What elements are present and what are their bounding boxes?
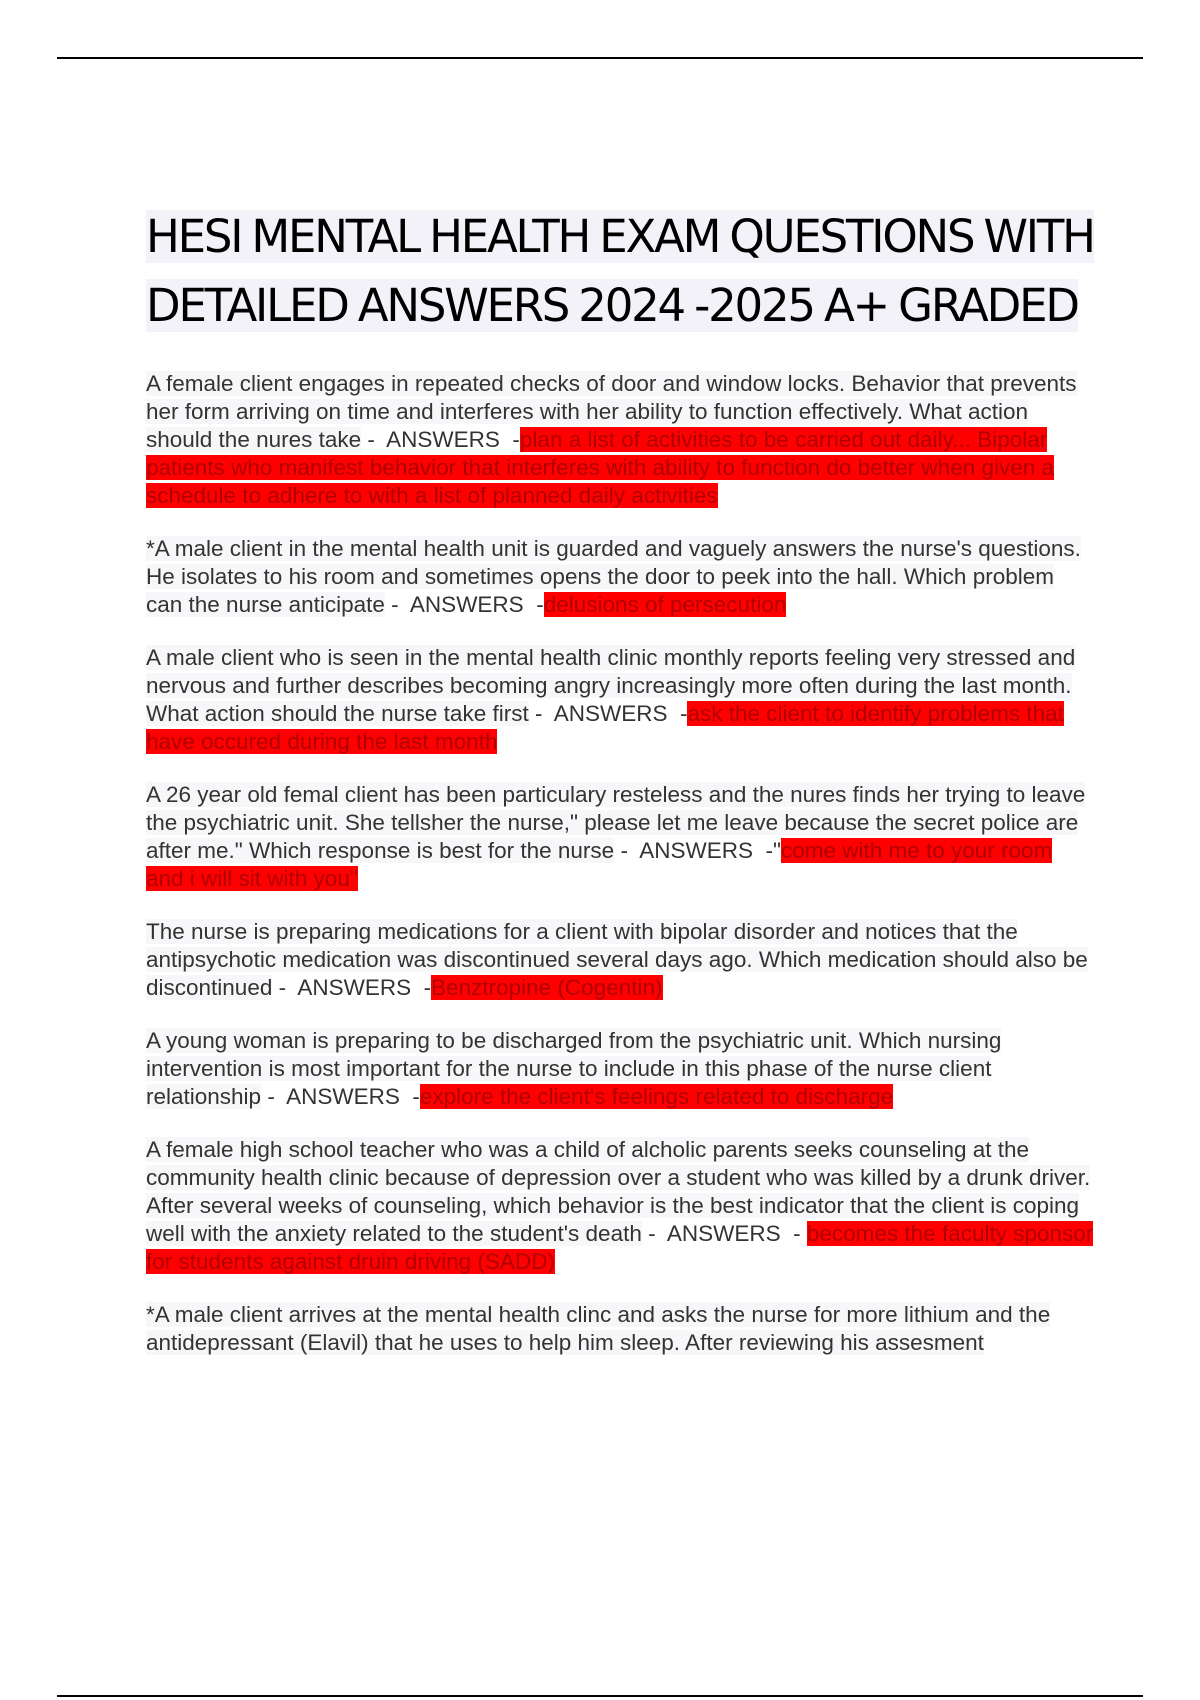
question-text: The nurse is preparing medications for a client with bipolar disorder and notices that the antipsychotic medication was discontinued several days ago. Which medication should also be discontinued <box>146 919 1088 1000</box>
qa-item-7 <box>146 1136 1096 1276</box>
answers-marker: - ANSWERS - <box>384 592 544 617</box>
question-text: A female client engages in repeated checks of door and window locks. Behavior that prevents her form arriving on time and interferes with her ability to function effectively. What action should the nures take <box>146 371 1077 452</box>
qa-item-6 <box>146 1027 1096 1111</box>
question-text: *A male client in the mental health unit is guarded and vaguely answers the nurse's questions. He isolates to his room and sometimes opens the door to peek into the hall. Which problem can the nurse anticipate <box>146 536 1081 617</box>
answer-text: ask the client to identify problems that have occured during the last month <box>146 701 1064 754</box>
qa-item-2 <box>146 535 1096 619</box>
qa-item-8 <box>146 1301 1096 1357</box>
top-rule <box>57 57 1143 59</box>
document-page <box>146 202 1096 1382</box>
qa-item-4 <box>146 781 1096 893</box>
answer-text: plan a list of activities to be carried out daily... Bipolar patients who manifest behavior that interferes with ability to function do better when given a schedule to adhere to with a list of planned daily activities <box>146 427 1055 508</box>
question-text: A female high school teacher who was a child of alcholic parents seeks counseling at the community health clinic because of depression over a student who was killed by a drunk driver. After several weeks of counseling, which behavior is the best indicator that the client is coping well with the anxiety related to the student's death <box>146 1137 1091 1246</box>
question-text: A young woman is preparing to be discharged from the psychiatric unit. Which nursing intervention is most important for the nurse to include in this phase of the nurse client relationship <box>146 1028 1002 1109</box>
answers-marker: - ANSWERS - <box>361 427 520 452</box>
qa-item-3 <box>146 644 1096 756</box>
document-title-text: HESI MENTAL HEALTH EXAM QUESTIONS WITH DETAILED ANSWERS 2024 -2025 A+ GRADED <box>146 210 1094 332</box>
question-text: A 26 year old femal client has been particulary resteless and the nures finds her trying to leave the psychiatric unit. She tellsher the nurse," please let me leave because the secret police are after me." Which response is best for the nurse <box>146 782 1086 863</box>
answers-marker: - ANSWERS - <box>261 1084 420 1109</box>
answers-marker: - ANSWERS - <box>272 975 432 1000</box>
answer-text: becomes the faculty sponsor for students against druin driving (SADD) <box>146 1221 1094 1274</box>
qa-item-5 <box>146 918 1096 1002</box>
question-text: A male client who is seen in the mental health clinic monthly reports feeling very stressed and nervous and further describes becoming angry increasingly more often during the last month. What action should the nurse take first <box>146 645 1076 726</box>
answers-marker: - ANSWERS -" <box>614 838 781 863</box>
bottom-rule <box>57 1695 1143 1697</box>
answer-text: come with me to your room and i will sit with you" <box>146 838 1053 891</box>
answer-text: Benztropine (Cogentin) <box>431 975 663 1000</box>
answer-text: explore the client's feelings related to discharge <box>419 1084 894 1109</box>
qa-item-1 <box>146 370 1096 510</box>
answers-marker: - ANSWERS - <box>528 701 688 726</box>
document-title <box>146 202 1096 340</box>
answers-marker: - ANSWERS - <box>641 1221 807 1246</box>
question-text: *A male client arrives at the mental health clinc and asks the nurse for more lithium and the antidepressant (Elavil) that he uses to help him sleep. After reviewing his assesment <box>146 1302 1051 1355</box>
answer-text: delusions of persecution <box>543 592 787 617</box>
